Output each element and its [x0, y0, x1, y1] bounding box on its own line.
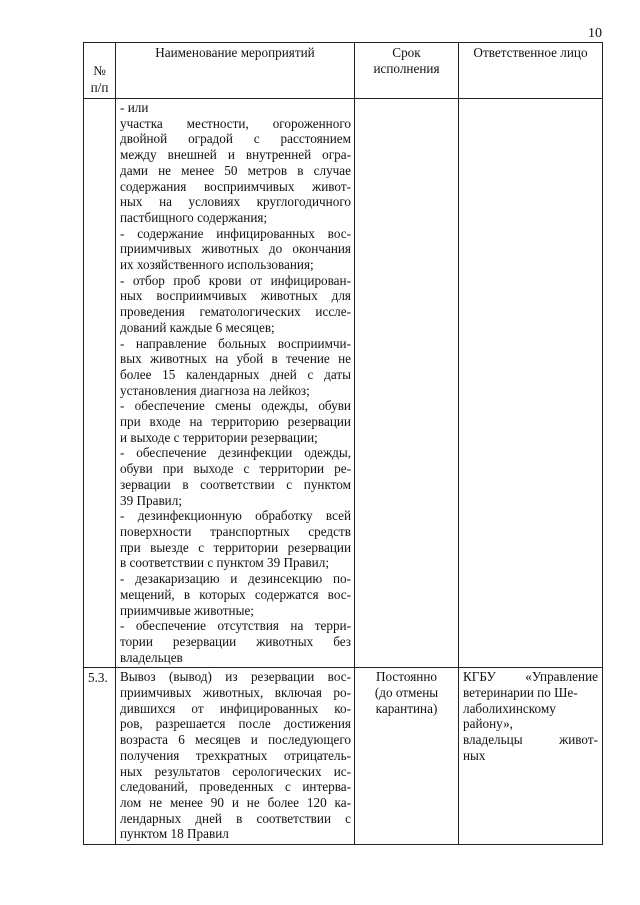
responsible-cell — [459, 99, 603, 668]
text-line: при выезде с территории резервации — [120, 539, 351, 555]
text-line: мещений, в которых содержатся вос- — [120, 586, 351, 602]
term-cell — [355, 99, 459, 668]
text-line: установления диагноза на лейкоз; — [120, 382, 310, 398]
header-number-abbr: п/п — [90, 80, 109, 96]
text-line: пунктом 18 Правил — [120, 826, 229, 842]
text-line: ных результатов серологических ис- — [120, 763, 351, 779]
table-row — [84, 99, 603, 668]
text-line: зервации в соответствии с пунктом — [120, 476, 351, 492]
measures-cell — [116, 99, 355, 668]
text-line: дований каждые 6 месяцев; — [120, 319, 275, 335]
text-line: - направление больных восприимчи- — [120, 335, 351, 351]
responsible-line: КГБУ «Управление — [463, 669, 598, 685]
responsible-line: ных — [463, 747, 486, 763]
text-line: ных восприимчивых животных для — [120, 288, 351, 304]
term-line: (до отмены — [374, 685, 439, 701]
text-line: - отбор проб крови от инфицирован- — [120, 272, 351, 288]
responsible-line: лаболихинскому — [463, 700, 556, 716]
header-number — [84, 43, 116, 99]
text-line: 39 Правил; — [120, 492, 182, 508]
text-line: лендарных дней в соответствии с — [120, 810, 351, 826]
row-number-cell — [84, 99, 116, 668]
text-line: при входе на территорию резервации — [120, 414, 351, 430]
term-cell — [355, 668, 459, 845]
table-header-row — [84, 43, 603, 99]
text-line: лом не менее 90 и не более 120 ка- — [120, 794, 351, 810]
text-line: и выходе с территории резервации; — [120, 429, 318, 445]
text-line: - обеспечение смены одежды, обуви — [120, 398, 351, 414]
text-line: двойной оградой с расстоянием — [120, 131, 351, 147]
header-term-line: исполнения — [373, 60, 440, 76]
text-line: тории резервации животных без — [120, 633, 351, 649]
text-line: обуви при выходе с территории ре- — [120, 461, 351, 477]
header-responsible: Ответственное лицо — [459, 43, 603, 99]
responsible-line: ветеринарии по Ше- — [463, 685, 578, 701]
text-line: пастбищного содержания; — [120, 209, 268, 225]
text-line: приимчивые животные; — [120, 602, 254, 618]
text-line: - дезинфекционную обработку всей — [120, 508, 351, 524]
responsible-line: району», — [463, 716, 513, 732]
text-line: дившихся от инфицированных ко- — [120, 700, 351, 716]
text-line: владельцев — [120, 649, 183, 665]
measures-table — [83, 42, 603, 845]
text-line: приимчивых животных до окончания — [120, 241, 351, 257]
text-line: более 15 календарных дней с даты — [120, 366, 351, 382]
text-line: - или — [120, 100, 149, 115]
page-number: 10 — [588, 26, 602, 41]
text-line: дами не менее 50 метров в случае — [120, 162, 351, 178]
text-line: - дезакаризацию и дезинсекцию по- — [120, 571, 351, 587]
responsible-cell — [459, 668, 603, 845]
header-number-symbol: № — [93, 62, 106, 78]
text-line: участка местности, огороженного — [120, 115, 351, 131]
text-line: Вывоз (вывод) из резервации вос- — [120, 669, 351, 685]
text-line: приимчивых животных, включая ро- — [120, 685, 351, 701]
text-line: между внешней и внутренней огра- — [120, 147, 351, 163]
term-line: Постоянно — [375, 669, 437, 685]
text-line: возраста 6 месяцев и последующего — [120, 732, 351, 748]
row-number-cell: 5.3. — [84, 668, 116, 845]
text-line: проведения гематологических иссле- — [120, 304, 351, 320]
header-term — [355, 43, 459, 99]
text-line: поверхности транспортных средств — [120, 523, 351, 539]
text-line: - содержание инфицированных вос- — [120, 225, 351, 241]
text-line: получения трехкратных отрицатель- — [120, 747, 351, 763]
text-line: - обеспечение дезинфекции одежды, — [120, 445, 351, 461]
text-line: их хозяйственного использования; — [120, 257, 314, 273]
text-line: следований, проведенных с интерва- — [120, 779, 351, 795]
measures-cell — [116, 668, 355, 845]
responsible-line: владельцы живот- — [463, 732, 598, 748]
text-line: в соответствии с пунктом 39 Правил; — [120, 555, 329, 571]
text-line: вых животных на убой в течение не — [120, 351, 351, 367]
text-line: ных на условиях круглогодичного — [120, 194, 351, 210]
header-term-line: Срок — [392, 45, 421, 60]
text-line: - обеспечение отсутствия на терри- — [120, 618, 351, 634]
table-row — [84, 668, 603, 845]
term-line: карантина) — [375, 700, 438, 716]
header-measures: Наименование мероприятий — [116, 43, 355, 99]
text-line: ров, разрешается после достижения — [120, 716, 351, 732]
text-line: содержания восприимчивых живот- — [120, 178, 351, 194]
